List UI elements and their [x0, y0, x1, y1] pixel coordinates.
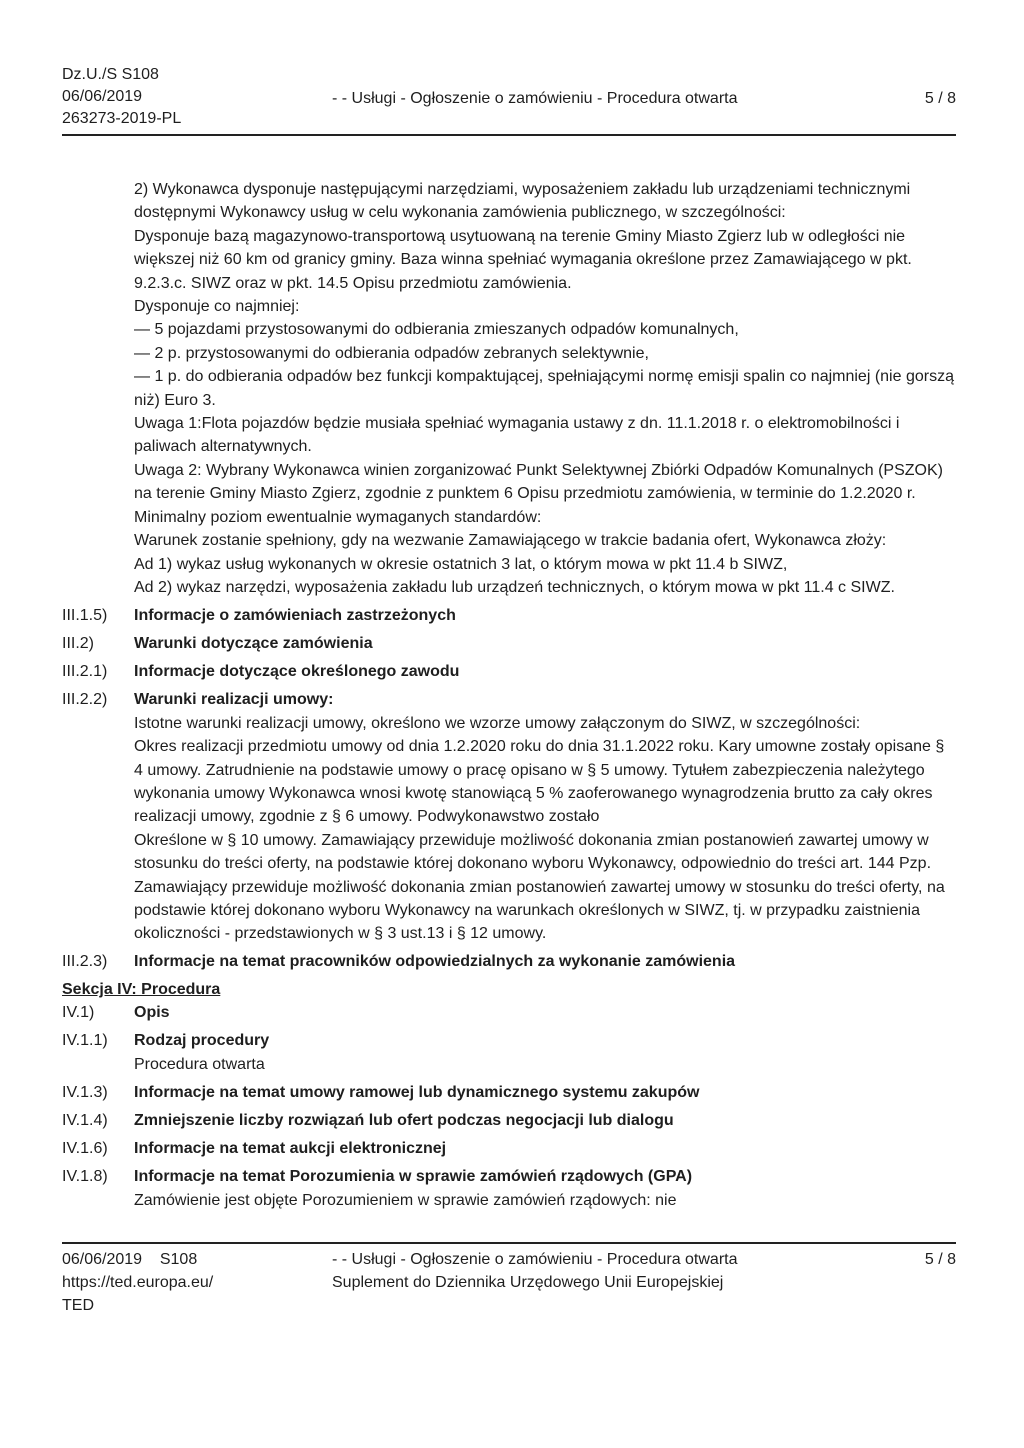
section-number: III.2.2) [62, 691, 108, 709]
footer-journal: S108 [159, 1251, 198, 1268]
footer-page: 5 / 8 [924, 1251, 956, 1268]
section-title: Informacje o zamówieniach zastrzeżonych [134, 607, 456, 624]
footer-date-journal [62, 1248, 213, 1271]
section-III-2-1 [62, 660, 956, 683]
footer-title-block [332, 1248, 738, 1294]
header-title: - - Usługi - Ogłoszenie o zamówieniu - Procedura otwarta [332, 90, 738, 107]
header-rule [62, 134, 956, 136]
capacity-note-2: Uwaga 2: Wybrany Wykonawca winien zorganizować Punkt Selektywnej Zbiórki Odpadów Komunalnych (PSZOK) na terenie Gminy Miasto Zgierz, zgodnie z punktem 6 Opisu przedmiotu zamówienia, w terminie do 1.2.2020 r. [134, 461, 943, 503]
section-IV-1-1 [62, 1029, 956, 1076]
section-number: IV.1.6) [62, 1140, 108, 1158]
section-title: Rodzaj procedury [134, 1032, 270, 1050]
section-number: IV.1.1) [62, 1032, 108, 1050]
footer-supplement: Suplement do Dziennika Urzędowego Unii Europejskiej [332, 1274, 724, 1291]
section-body [134, 688, 956, 945]
capacity-intro: 2) Wykonawca dysponuje następującymi narzędziami, wyposażeniem zakładu lub urządzeniami technicznymi dostępnymi Wykonawcy usług w celu wykonania zamówienia publicznego, w szczególności: [134, 181, 911, 222]
capacity-at-least: Dysponuje co najmniej: [134, 298, 300, 316]
section-body [134, 1029, 956, 1076]
footer-ted: TED [62, 1297, 94, 1314]
section-IV-1 [62, 1001, 956, 1024]
capacity-ad2: Ad 2) wykaz narzędzi, wyposażenia zakładu lub urządzeń technicznych, o którym mowa w pkt 11.4 c SIWZ. [134, 578, 895, 596]
capacity-base: Dysponuje bazą magazynowo-transportową usytuowaną na terenie Gminy Miasto Zgierz lub w odległości nie większej niż 60 km od granicy gminy. Baza winna spełniać wymagania określone przez Zamawiającego w pkt. 9.2.3.c. SIWZ oraz w pkt. 14.5 Opisu przedmiotu zamówienia. [134, 227, 912, 292]
section-number: IV.1.8) [62, 1168, 108, 1186]
section-III-2-2 [62, 688, 956, 945]
capacity-note-1: Uwaga 1:Flota pojazdów będzie musiała spełniać wymagania ustawy z dn. 11.1.2018 r. o elektromobilności i paliwach alternatywnych. [134, 415, 900, 456]
capacity-item-1: — 5 pojazdami przystosowanymi do odbierania zmieszanych odpadów komunalnych, [134, 321, 739, 339]
section-III-2 [62, 632, 956, 655]
section-title: Opis [134, 1004, 170, 1022]
header-ref: 263273-2019-PL [62, 110, 182, 127]
section-title: Warunki dotyczące zamówienia [134, 635, 373, 653]
capacity-condition: Warunek zostanie spełniony, gdy na wezwanie Zamawiającego w trakcie badania ofert, Wykonawca złoży: [134, 532, 887, 550]
section-title: Informacje dotyczące określonego zawodu [134, 663, 460, 681]
section-IV-1-8 [62, 1165, 956, 1212]
footer-meta [62, 1248, 213, 1317]
section-III-2-3 [62, 950, 956, 973]
gpa-value: Zamówienie jest objęte Porozumieniem w sprawie zamówień rządowych: nie [134, 1191, 677, 1209]
section-IV-1-3 [62, 1081, 956, 1104]
footer-rule [62, 1242, 956, 1244]
section-number: IV.1.4) [62, 1111, 108, 1129]
footer-title: - - Usługi - Ogłoszenie o zamówieniu - Procedura otwarta [332, 1251, 738, 1268]
section-IV-1-6 [62, 1137, 956, 1160]
section-title: Informacje na temat aukcji elektronicznej [134, 1140, 447, 1158]
capacity-block [62, 178, 956, 599]
section-number: III.2.3) [62, 953, 108, 971]
section-body [134, 1165, 956, 1212]
section-number: III.2) [62, 635, 95, 653]
section-number: IV.1) [62, 1004, 95, 1022]
section-number: III.2.1) [62, 663, 108, 681]
capacity-item-2: — 2 p. przystosowanymi do odbierania odpadów zebranych selektywnie, [134, 344, 649, 362]
section-III-1-5 [62, 604, 956, 627]
contract-conditions-para-2: Określone w § 10 umowy. Zamawiający przewiduje możliwość dokonania zmian postanowień zawartej umowy w stosunku do treści oferty, na podstawie której dokonano wyboru Wykonawcy, odpowiednio do treści art. 144 Pzp. Zamawiający przewiduje możliwość dokonania zmian postanowień zawartej umowy w stosunku do treści oferty, na podstawie której dokonano wyboru Wykonawcy na warunkach określonych w SIWZ, tj. w przypadku zaistnienia okoliczności - przedstawionych w § 3 ust.13 i § 12 umowy. [134, 831, 945, 943]
footer-url[interactable]: https://ted.europa.eu/ [62, 1274, 214, 1291]
contract-conditions-line: Istotne warunki realizacji umowy, określono we wzorze umowy załączonym do SIWZ, w szczególności: [134, 714, 861, 732]
section-title: Zmniejszenie liczby rozwiązań lub ofert podczas negocjacji lub dialogu [134, 1111, 674, 1129]
capacity-min-level: Minimalny poziom ewentualnie wymaganych standardów: [134, 508, 542, 526]
header-meta [62, 64, 181, 130]
footer-date: 06/06/2019 [62, 1251, 143, 1268]
document-body [62, 178, 956, 1212]
capacity-item-3: — 1 p. do odbierania odpadów bez funkcji kompaktującej, spełniającymi normę emisji spalin co najmniej (nie gorszą niż) Euro 3. [134, 368, 954, 409]
procedure-type-value: Procedura otwarta [134, 1055, 265, 1073]
section-number: IV.1.3) [62, 1083, 108, 1101]
section-title: Warunki realizacji umowy: [134, 691, 334, 709]
section-IV-1-4 [62, 1109, 956, 1132]
section-title: Informacje na temat umowy ramowej lub dynamicznego systemu zakupów [134, 1083, 700, 1101]
section-number: III.1.5) [62, 607, 108, 624]
section-title: Informacje na temat Porozumienia w sprawie zamówień rządowych (GPA) [134, 1168, 693, 1186]
capacity-ad1: Ad 1) wykaz usług wykonanych w okresie ostatnich 3 lat, o którym mowa w pkt 11.4 b SIWZ, [134, 555, 788, 573]
header-date: 06/06/2019 [62, 88, 143, 105]
contract-conditions-para-1: Okres realizacji przedmiotu umowy od dnia 1.2.2020 roku do dnia 31.1.2022 roku. Kary umowne zostały opisane § 4 umowy. Zatrudnienie na podstawie umowy o pracę opisano w § 5 umowy. Tytułem zabezpieczenia należytego wykonania umowy Wykonawca wnosi kwotę stanowiącą 5 % zaoferowanego wynagrodzenia brutto za cały okres realizacji umowy, zgodnie z § 6 umowy. Podwykonawstwo zostało [134, 738, 945, 826]
header-page: 5 / 8 [924, 90, 956, 107]
section-IV-heading: Sekcja IV: Procedura [62, 980, 221, 998]
section-title: Informacje na temat pracowników odpowiedzialnych za wykonanie zamówienia [134, 953, 736, 971]
header-journal: Dz.U./S S108 [62, 66, 159, 83]
